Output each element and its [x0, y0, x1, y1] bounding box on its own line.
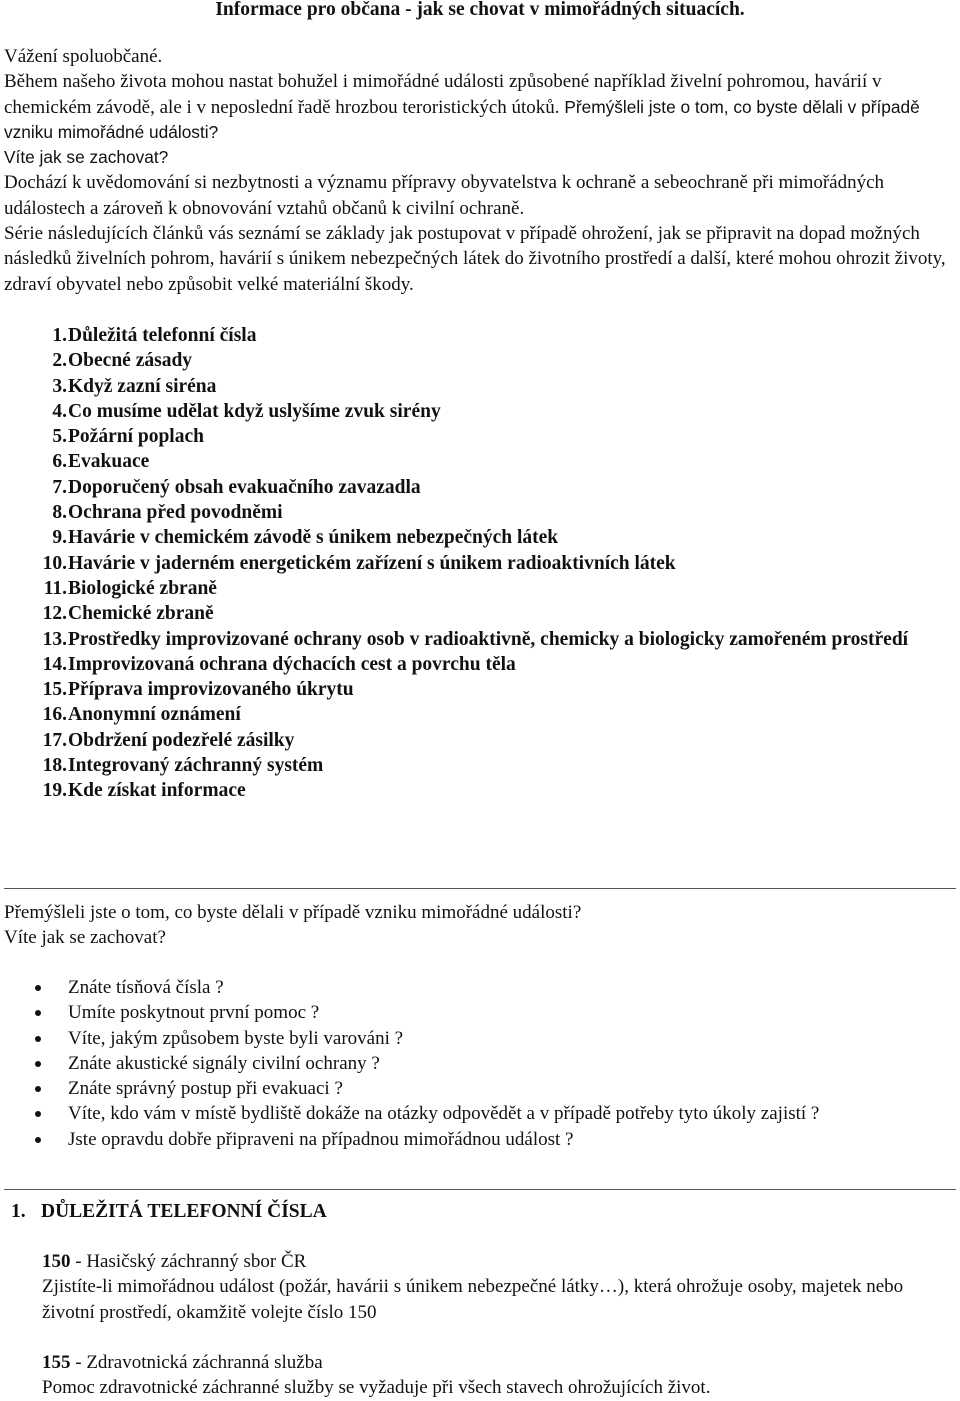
toc-item: [0, 323, 940, 348]
toc-item-label: Obdržení podezřelé zásilky: [68, 729, 295, 751]
toc-item: [0, 399, 940, 424]
list-item-text: Umíte poskytnout první pomoc ?: [68, 1002, 320, 1024]
list-item: [0, 1101, 950, 1126]
list-item-text: Znáte tísňová čísla ?: [68, 977, 224, 998]
section-divider: [4, 1189, 956, 1190]
toc-item: [0, 576, 940, 601]
toc-item-number: 12.: [42, 603, 67, 625]
toc-item-label: Požární poplach: [68, 426, 204, 448]
preparedness-question-1: Přemýšleli jste o tom, co byste dělali v případě vzniku mimořádné události?: [4, 902, 582, 923]
document-title: Informace pro občana - jak se chovat v mimořádných situacích.: [215, 0, 745, 20]
list-item: [0, 1000, 950, 1025]
intro-paragraph-1-text: Během našeho života mohou nastat bohužel i mimořádné události způsobené například živelní pohromou, havárií v chemickém závodě, ale i v neposlední řadě hrozbou teroristických útoků.: [4, 71, 882, 118]
list-item: [0, 975, 950, 1000]
toc-item-label: Havárie v chemickém závodě s únikem nebezpečných látek: [68, 527, 559, 549]
toc-item-label: Evakuace: [68, 451, 150, 473]
toc-item-number: 6.: [52, 451, 67, 473]
preparedness-section: [4, 900, 956, 951]
toc-item: [0, 424, 940, 449]
toc-item-number: 9.: [52, 527, 67, 549]
toc-item-number: 16.: [42, 704, 67, 726]
toc-item-label: Improvizovaná ochrana dýchacích cest a povrchu těla: [68, 653, 516, 675]
toc-item-number: 2.: [52, 350, 67, 372]
toc-item: [0, 753, 940, 778]
bullet-icon: [35, 1010, 41, 1016]
heading-label: DŮLEŽITÁ TELEFONNÍ ČÍSLA: [41, 1201, 327, 1222]
toc-item: [0, 374, 940, 399]
toc-item-label: Prostředky improvizované ochrany osob v radioaktivně, chemicky a biologicky zamořeném prostředí: [68, 628, 909, 650]
list-item-text: Znáte správný postup při evakuaci ?: [68, 1078, 343, 1100]
preparedness-checklist: [0, 975, 950, 1152]
toc-item-number: 1.: [52, 325, 67, 346]
contact-name: - Zdravotnická záchranná služba: [70, 1352, 323, 1373]
toc-item-label: Kde získat informace: [68, 780, 246, 802]
contact-name: - Hasičský záchranný sbor ČR: [70, 1251, 307, 1272]
toc-item-label: Obecné zásady: [68, 350, 193, 372]
list-item-text: Jste opravdu dobře připraveni na případnou mimořádnou událost ?: [68, 1128, 574, 1150]
bullet-icon: [35, 1137, 41, 1143]
toc-item-number: 10.: [42, 552, 67, 574]
bullet-icon: [35, 1061, 41, 1067]
list-item: [0, 1026, 950, 1051]
toc-item: [0, 728, 940, 753]
toc-item-number: 3.: [52, 375, 67, 397]
list-item-text: Víte, jakým způsobem byste byli varováni ?: [68, 1027, 404, 1049]
toc-item-label: Důležitá telefonní čísla: [68, 325, 257, 346]
bullet-icon: [35, 1036, 41, 1042]
toc-item: [0, 449, 940, 474]
contact-title: [42, 1249, 942, 1274]
toc-item-number: 19.: [42, 780, 67, 802]
intro-question: Víte jak se zachovat?: [4, 147, 169, 168]
toc-item: [0, 702, 940, 727]
list-item: [0, 1051, 950, 1076]
toc-item-label: Anonymní oznámení: [68, 704, 241, 726]
toc-item: [0, 475, 940, 500]
intro-paragraph-1-question: Přemýšleli jste o tom, co byste dělali v případě vzniku mimořádné události?: [4, 96, 920, 142]
contact-description: Pomoc zdravotnické záchranné služby se vyžaduje při všech stavech ohrožujících život.: [42, 1377, 711, 1399]
toc-item: [0, 778, 940, 803]
toc-item-number: 5.: [52, 426, 67, 448]
table-of-contents: [0, 323, 940, 804]
list-item: [0, 1076, 950, 1101]
bullet-icon: [35, 985, 41, 991]
toc-item-number: 4.: [52, 400, 67, 422]
greeting: Vážení spoluobčané.: [4, 46, 163, 67]
toc-item: [0, 652, 940, 677]
toc-item-label: Biologické zbraně: [68, 577, 217, 599]
toc-item-label: Když zazní siréna: [68, 375, 217, 397]
toc-item: [0, 677, 940, 702]
heading-number: 1.: [11, 1201, 26, 1222]
toc-item: [0, 601, 940, 626]
list-item: [0, 1127, 950, 1152]
phone-numbers-heading: [11, 1199, 327, 1224]
toc-item-number: 8.: [52, 502, 67, 524]
toc-item-number: 15.: [42, 679, 67, 701]
toc-item-label: Doporučený obsah evakuačního zavazadla: [68, 476, 421, 498]
toc-item-label: Co musíme udělat když uslyšíme zvuk sirény: [68, 400, 441, 422]
toc-item-number: 13.: [42, 628, 67, 650]
contact-number: 150: [42, 1251, 71, 1272]
intro-paragraph-2: Dochází k uvědomování si nezbytnosti a významu přípravy obyvatelstva k ochraně a sebeochraně při mimořádných událostech a zároveň k obnovování vztahů občanů k civilní ochraně.: [4, 172, 885, 219]
list-item-text: Víte, kdo vám v místě bydliště dokáže na otázky odpovědět a v případě potřeby tyto úkoly zajistí ?: [68, 1103, 820, 1125]
toc-item: [0, 500, 940, 525]
intro-paragraph-3: Série následujících článků vás seznámí se základy jak postupovat v případě ohrožení, jak se připravit na dopad možných následků živelních pohrom, havárií s únikem nebezpečných látek do životního prostředí a další, které mohou ohrozit životy, zdraví obyvatel nebo způsobit velké materiální škody.: [4, 223, 946, 295]
toc-item-number: 17.: [42, 729, 67, 751]
intro-paragraph-1: [4, 69, 956, 145]
toc-item-label: Chemické zbraně: [68, 603, 214, 625]
contact-description: Zjistíte-li mimořádnou událost (požár, havárii s únikem nebezpečné látky…), která ohrožuje osoby, majetek nebo životní prostředí, okamžitě volejte číslo 150: [42, 1276, 904, 1323]
toc-item-label: Ochrana před povodněmi: [68, 502, 283, 524]
bullet-icon: [35, 1086, 41, 1092]
section-divider: [4, 888, 956, 889]
toc-item: [0, 627, 940, 652]
contact-title: [42, 1350, 942, 1375]
intro-section: [4, 44, 956, 297]
toc-item-number: 18.: [42, 755, 67, 777]
list-item-text: Znáte akustické signály civilní ochrany ?: [68, 1052, 380, 1074]
contact-block-medical: [42, 1350, 942, 1401]
toc-item-label: Integrovaný záchranný systém: [68, 755, 324, 777]
toc-item: [0, 348, 940, 373]
preparedness-question-2: Víte jak se zachovat?: [4, 927, 166, 949]
toc-item-label: Havárie v jaderném energetickém zařízení s únikem radioaktivních látek: [68, 552, 676, 574]
toc-item: [0, 551, 940, 576]
toc-item-number: 14.: [42, 653, 67, 675]
contact-number: 155: [42, 1352, 71, 1373]
contact-block-fire: [42, 1249, 942, 1325]
toc-item-number: 11.: [43, 577, 67, 599]
bullet-icon: [35, 1111, 41, 1117]
toc-item-label: Příprava improvizovaného úkrytu: [68, 679, 354, 701]
toc-item-number: 7.: [52, 476, 67, 498]
toc-item: [0, 525, 940, 550]
